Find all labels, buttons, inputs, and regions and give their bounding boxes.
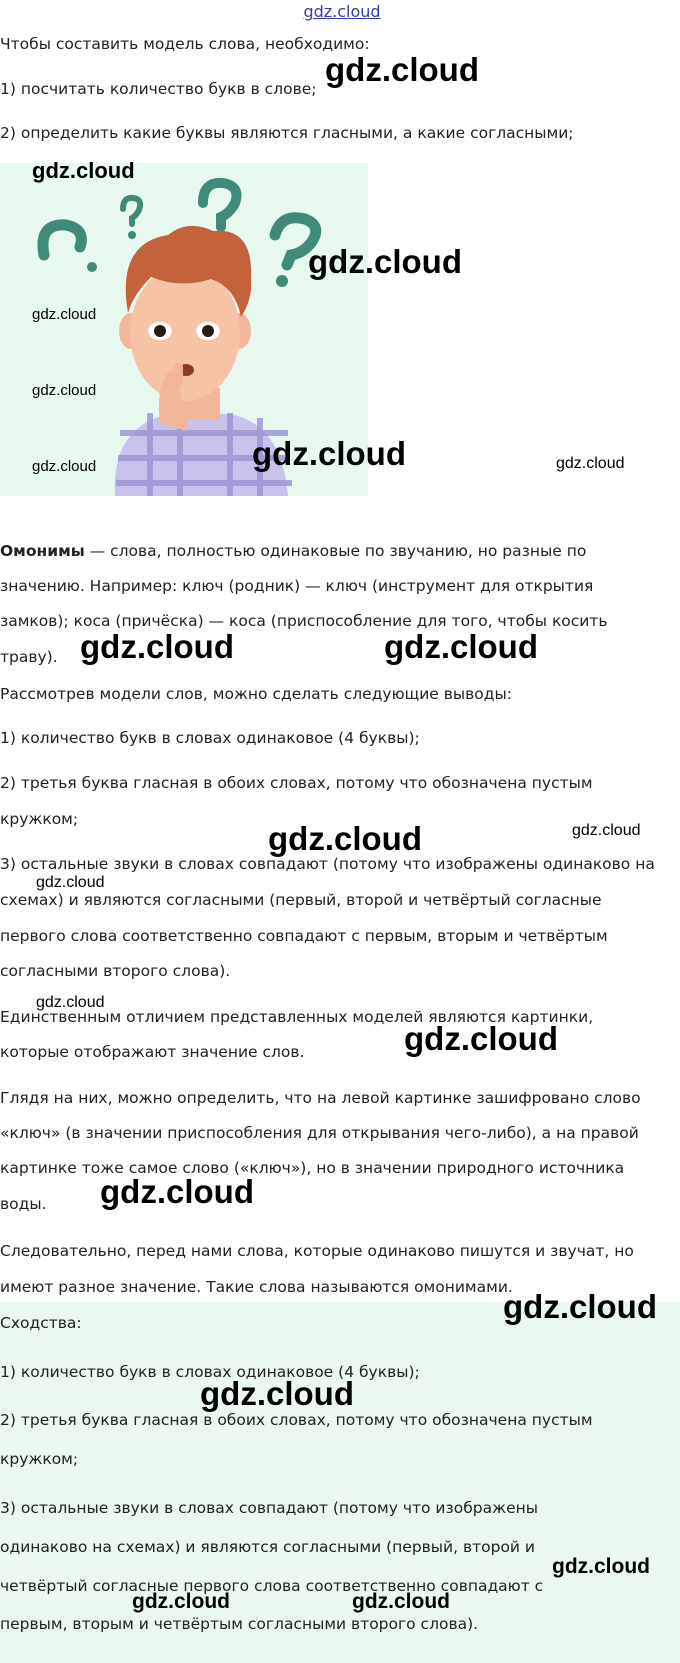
- watermark: gdz.cloud: [32, 158, 135, 183]
- similarity-3-line-4: первым, вторым и четвёртым согласными второго слова).: [0, 1615, 479, 1633]
- similarity-2-line-2: кружком;: [0, 1450, 79, 1468]
- watermark: gdz.cloud: [36, 874, 105, 891]
- watermark: gdz.cloud: [32, 458, 97, 475]
- watermark: gdz.cloud: [36, 994, 105, 1011]
- watermark: gdz.cloud: [503, 1288, 657, 1325]
- watermark: gdz.cloud: [32, 306, 97, 323]
- conclusion-2-line-1: 2) третья буква гласная в обоих словах, потому что обозначена пустым: [0, 774, 593, 792]
- similarity-3-line-2: одинаково на схемах) и являются согласными (первый, второй и: [0, 1538, 536, 1556]
- homonyms-definition-line-1: [0, 533, 680, 569]
- watermark: gdz.cloud: [572, 822, 641, 839]
- similarities-title: Сходства:: [0, 1314, 82, 1332]
- homonyms-definition-line-4: траву).: [0, 648, 58, 666]
- watermark: gdz.cloud: [200, 1375, 354, 1412]
- conclusion-1: 1) количество букв в словах одинаковое (4 буквы);: [0, 729, 420, 747]
- analysis-line-3: картинке тоже самое слово («ключ»), но в значении природного источника: [0, 1159, 625, 1177]
- watermark: gdz.cloud: [252, 435, 406, 472]
- similarity-2-line-1: 2) третья буква гласная в обоих словах, потому что обозначена пустым: [0, 1411, 593, 1429]
- difference-line-1: Единственным отличием представленных моделей являются картинки,: [0, 1008, 594, 1026]
- homonyms-definition-line-2: значению. Например: ключ (родник) — ключ (инструмент для открытия: [0, 577, 594, 595]
- homonyms-term: Омонимы: [0, 542, 85, 560]
- watermark: gdz.cloud: [132, 1590, 230, 1613]
- intro-step-1: 1) посчитать количество букв в слове;: [0, 80, 317, 98]
- site-logo[interactable]: gdz.cloud: [303, 2, 381, 21]
- conclusion-3-line-3: первого слова соответственно совпадают с первым, вторым и четвёртым: [0, 927, 608, 945]
- result-line-1: Следовательно, перед нами слова, которые одинаково пишутся и звучат, но: [0, 1242, 634, 1260]
- homonyms-definition-line-3: замков); коса (причёска) — коса (приспособление для того, чтобы косить: [0, 612, 608, 630]
- difference-line-2: которые отображают значение слов.: [0, 1043, 305, 1061]
- similarity-1: 1) количество букв в словах одинаковое (4 буквы);: [0, 1363, 420, 1381]
- conclusion-2-line-2: кружком;: [0, 810, 79, 828]
- watermark: gdz.cloud: [308, 243, 462, 280]
- watermark: gdz.cloud: [100, 1173, 254, 1210]
- watermark: gdz.cloud: [556, 455, 625, 472]
- watermark: gdz.cloud: [268, 820, 422, 857]
- intro-text: Чтобы составить модель слова, необходимо:: [0, 35, 370, 53]
- result-line-2: имеют разное значение. Такие слова называются омонимами.: [0, 1278, 513, 1296]
- analysis-line-2: «ключ» (в значении приспособления для открывания чего-либо), а на правой: [0, 1124, 639, 1142]
- watermark: gdz.cloud: [384, 628, 538, 665]
- watermark: gdz.cloud: [32, 382, 97, 399]
- intro-step-2: 2) определить какие буквы являются гласными, а какие согласными;: [0, 124, 574, 142]
- watermark: gdz.cloud: [80, 628, 234, 665]
- similarity-3-line-1: 3) остальные звуки в словах совпадают (потому что изображены: [0, 1499, 538, 1517]
- conclusion-3-line-4: согласными второго слова).: [0, 962, 231, 980]
- similarity-3-line-3: четвёртый согласные первого слова соответственно совпадают с: [0, 1577, 544, 1595]
- watermark: gdz.cloud: [325, 51, 479, 88]
- analysis-line-4: воды.: [0, 1195, 47, 1213]
- watermark: gdz.cloud: [404, 1020, 558, 1057]
- homonyms-definition-text: — слова, полностью одинаковые по звучанию, но разные по: [84, 542, 587, 560]
- conclusions-intro: Рассмотрев модели слов, можно сделать следующие выводы:: [0, 685, 512, 703]
- conclusion-3-line-1: 3) остальные звуки в словах совпадают (потому что изображены одинаково на: [0, 855, 655, 873]
- watermark: gdz.cloud: [552, 1555, 650, 1578]
- analysis-line-1: Глядя на них, можно определить, что на левой картинке зашифровано слово: [0, 1089, 641, 1107]
- watermark: gdz.cloud: [352, 1590, 450, 1613]
- conclusion-3-line-2: схемах) и являются согласными (первый, второй и четвёртый согласные: [0, 891, 602, 909]
